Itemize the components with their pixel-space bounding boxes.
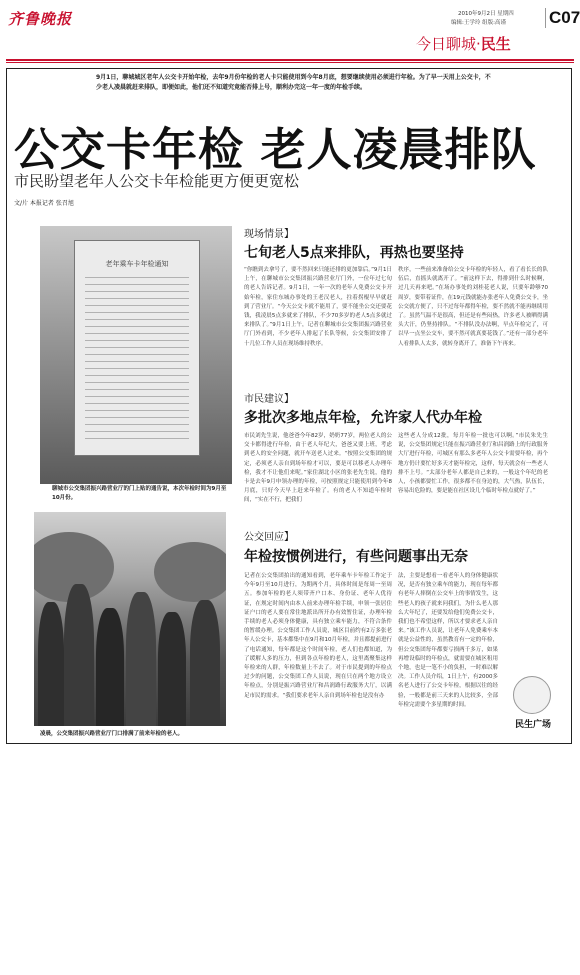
issue-staff: 编辑:王学玲 组版:高谨 xyxy=(451,20,506,26)
badge-label: 民生广场 xyxy=(514,720,551,730)
section-title: 年检按惯例进行，有些问题事出无奈 xyxy=(244,549,468,565)
person-shape xyxy=(64,584,94,726)
notice-paper xyxy=(74,240,200,456)
section-label: 现场情景】 xyxy=(244,229,294,240)
section-body-col2: 秩序，一些前来准备给公交卡年检的年轻人，看了看长长的队伍后，直摇头就离开了。“前这样下去，得排到什么时候啊，过几天再来吧。”在场办事处的刘桂花老人说，只要年龄够70周岁，要带着证件，在19元钱就能办张老年人免费公交卡，坐公交就方便了，只不过每年都得年检，要不然就不能再继续用了。虽然气温不是很高，但还是有些闷热，许多老人被晒得满头大汗，仍坚持排队。“不排队没办法啊，早点年检完了，可以早一点坐公交车，要不然可就真要花钱了。”还有一部分老年人看排队人太多，就转身离开了，准备下午再来。 xyxy=(398,267,548,347)
article-subhead: 市民盼望老年人公交卡年检能更方便更宽松 xyxy=(14,172,300,190)
article-byline: 文/片 本报记者 张召旭 xyxy=(14,200,74,207)
masthead-rule xyxy=(6,59,574,61)
photo-caption-notice: 聊城市公交集团振兴路营业厅的门上贴的通告说，本次年检时间为9月至10月份。 xyxy=(52,486,227,501)
person-shape xyxy=(126,592,156,726)
livelihood-badge xyxy=(503,676,563,730)
section-body-col1: “你瞧到去拿号了，要不然回来只能还排的更加靠后。”9月1日上午，在聊城市公交集团振兴路营业厅门外，一位年过七旬的老人告诉记者。9月1日，一年一次的老年人免费公交卡开始年检，家住东城办事处的王老汉老人，拄着拐棍早早就赶到了营业厅。“今天公交卡就不能用了，要不能坐公交还要花钱，我凌晨5点多就来了排队，不少70多岁的老人5点多就过来排队了。”9月1日上午，记者在聊城市公交集团振兴路营业厅门外看到，不少老年人排起了长队等候，公交集团安排了十几位工作人员在现场维持秩序。 xyxy=(244,267,392,347)
person-shape xyxy=(96,608,124,726)
issue-date: 2010年9月2日 星期四 xyxy=(458,11,514,17)
section-title: 多批次多地点年检，允许家人代办年检 xyxy=(244,410,482,426)
page-number: C07 xyxy=(545,8,580,28)
notice-photo xyxy=(40,226,232,484)
section-body-col1: 市民刘先生说，他爸爸今年82岁，奶奶77岁，两位老人的公交卡都得进行年检，由于老人年纪大，爸爸又要上班，考虑到老人的安全问题，就开车送老人过来。“按照公交集团的规定，必须老人亲自到场年检才可以，要是可以移老人办理年检，我才不让他们来呢。”家住湖北小区的张老先生说，他的卡是去年9月申领办理的年检，可按照规定只能使用到今年8月底，只好今天早上赶来年检了。有的老人不知道年检时间，“实在不行，把我们 xyxy=(244,433,392,504)
photo-caption-queue: 凌晨，公交集团振兴路营业厅门口排满了前来年检的老人。 xyxy=(40,731,184,737)
section-body-col1: 记者在公交集团拍出的通知看到，老年乘车卡年检工作定于今年9月至10月进行，为期两个月，具体时间是每周一至周五。参加年检的老人须带齐户口本、身份证、老年人优待证，在规定时间内由本人前来办理年检手续，申领一张居住证户口的老人要在常住地派出所开办有效暂住证，办理年检手续的老人必须身体健康，具有独立乘车能力，不符合条件的暂缓办理。公交集团工作人员说，城区目前约有2万多张老年人公交卡，基本都集中在9月和10月年检，并且都提前进行了电话通知，每年都是这个时间年检，老人们也都知道，为了缓解人多的压力，但到各点年检的老人，这里离聚集这样年检来的人群，年检数量上不去了。对于市民提到的年检点过少的问题，公交集团工作人员说，现在只在两个地方设立年检点，分别是振兴路营业厅和昌润路行政服务大厅，以满足市民的需求。“我们要求老年人亲自到场年检也是没有办 xyxy=(244,573,392,699)
section-tag xyxy=(416,33,511,54)
person-shape xyxy=(38,602,64,726)
section-city: 今日聊城· xyxy=(416,35,481,53)
person-shape xyxy=(190,600,220,726)
masthead-rule-thin xyxy=(6,62,574,63)
section-label: 市民建议】 xyxy=(244,394,294,405)
person-shape xyxy=(158,612,186,726)
newspaper-logo: 齐鲁晚报 xyxy=(8,10,73,28)
article-lead: 9月1日，聊城城区老年人公交卡开始年检，去年9月份年检的老人卡只能使用到今年8月底，想要继续使用必须进行年检。为了早一天用上公交卡，不少老人凌晨就赶来排队，即便如此，他们还不知道究竟能否排上号，顺利办完这一年一度的年检手续。 xyxy=(96,74,491,91)
article-headline: 公交卡年检 老人凌晨排队 xyxy=(14,123,537,176)
section-body-col2: 这些老人分成12批，每月年检一批也可以啊。”市民朱先生说，公交集团规定只能在振兴路营业厅和昌润路上的行政服务大厅进行年检，可城区有那么多老年人公交卡需要年检，再个地方仍计要忙好多天才能年检完，这样，每天就会有一些老人排不上号。“太部分老年人都是自己来的，一般这个年纪的老人，小孩都要忙工作，很多都不在身边的，大气热，队伍长，容易出危险的，要是能在社区设几个临时年检点就好了。” xyxy=(398,433,548,495)
section-title: 七旬老人5点来排队，再热也要坚持 xyxy=(244,245,464,261)
notice-title: 老年乘车卡年检通知 xyxy=(105,260,169,268)
badge-icon xyxy=(513,676,551,714)
notice-text-lines xyxy=(85,277,189,439)
tree-shape xyxy=(154,542,226,602)
section-label: 公交回应】 xyxy=(244,532,294,543)
section-name: 民生 xyxy=(480,35,511,53)
section-body-col2: 法，主要是想看一看老年人的身体健康状况，是否有独立乘车的能力，现在每年都有老年人摔倒在公交车上的事情发生，这些老人的孩子就来问我们，为什么老人那么大年纪了，还要发给他们免费公交卡，我们也不希望这样，所以才要求老人亲自来。”该工作人员说，让老年人免费乘车本就是公益性的，虽然教育有一定的年检，但公交集团每年都要亏损两千多万，如果再增设临时的年检点，就需要在城区租用个地，也是一笔不小的负担，一时难以解决。工作人员介绍，1日上午，有2000多名老人进行了公交卡年检，根据以往的经验，一般都是前三天来的人比较多，全部年检完需要个多星期的时间。 xyxy=(398,573,498,708)
queue-photo xyxy=(34,512,226,726)
